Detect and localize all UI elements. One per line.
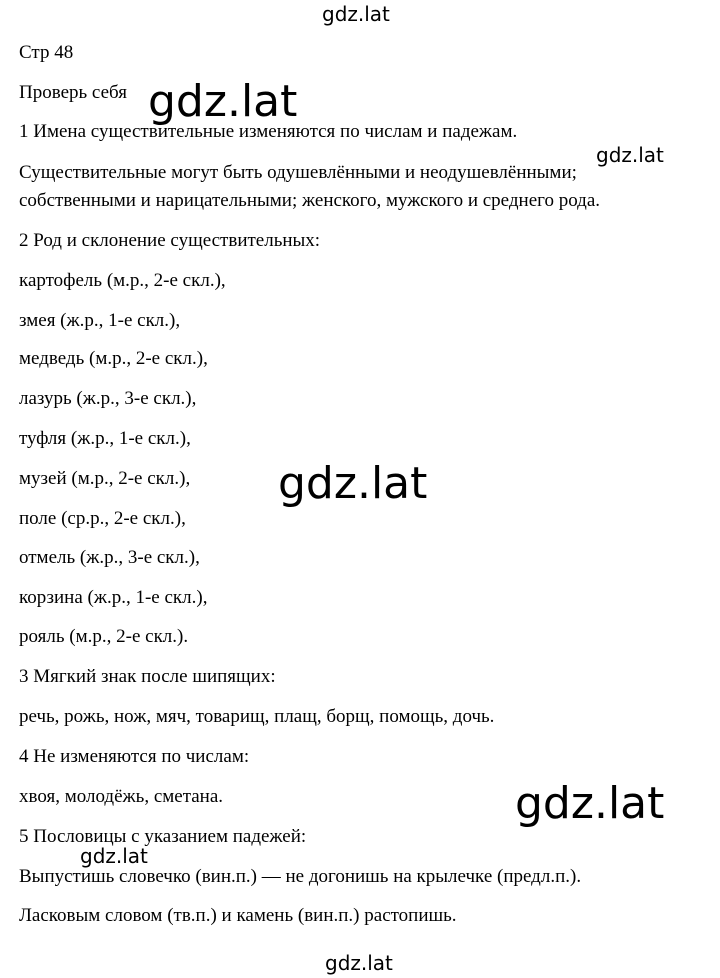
item4-title: 4 Не изменяются по числам: (19, 746, 250, 767)
item5-title: 5 Пословицы с указанием падежей: (19, 826, 307, 847)
item3-title: 3 Мягкий знак после шипящих: (19, 666, 276, 687)
watermark-bottom: gdz.lat (325, 951, 393, 975)
item3-text: речь, рожь, нож, мяч, товарищ, плащ, борщ, помощь, дочь. (19, 706, 495, 727)
item2-word: поле (ср.р., 2-е скл.), (19, 508, 186, 529)
item2-word: змея (ж.р., 1-е скл.), (19, 310, 181, 331)
item1-line3: собственными и нарицательными; женского, мужского и среднего рода. (19, 190, 601, 211)
page-label: Стр 48 (19, 42, 74, 63)
item2-word: корзина (ж.р., 1-е скл.), (19, 587, 208, 608)
watermark-lower-right: gdz.lat (515, 778, 665, 829)
heading: Проверь себя (19, 82, 127, 103)
item2-word: медведь (м.р., 2-е скл.), (19, 348, 208, 369)
watermark-lower-left: gdz.lat (80, 844, 148, 868)
item2-word: лазурь (ж.р., 3-е скл.), (19, 388, 197, 409)
item4-text: хвоя, молодёжь, сметана. (19, 786, 224, 807)
item2-word: рояль (м.р., 2-е скл.). (19, 626, 189, 647)
watermark-center: gdz.lat (278, 458, 428, 509)
item2-word: картофель (м.р., 2-е скл.), (19, 270, 226, 291)
item5-line1: Выпустишь словечко (вин.п.) — не догонишь на крылечке (предл.п.). (19, 866, 582, 887)
item2-title: 2 Род и склонение существительных: (19, 230, 321, 251)
watermark-large: gdz.lat (148, 76, 298, 127)
item2-word: туфля (ж.р., 1-е скл.), (19, 428, 191, 449)
item5-line2: Ласковым словом (тв.п.) и камень (вин.п.) растопишь. (19, 905, 457, 926)
watermark-top: gdz.lat (322, 2, 390, 26)
watermark-right: gdz.lat (596, 143, 664, 167)
item2-word: отмель (ж.р., 3-е скл.), (19, 547, 200, 568)
item1-line1: 1 Имена существительные изменяются по числам и падежам. (19, 121, 518, 142)
item1-line2: Существительные могут быть одушевлёнными и неодушевлёнными; (19, 162, 577, 183)
item2-word: музей (м.р., 2-е скл.), (19, 468, 191, 489)
